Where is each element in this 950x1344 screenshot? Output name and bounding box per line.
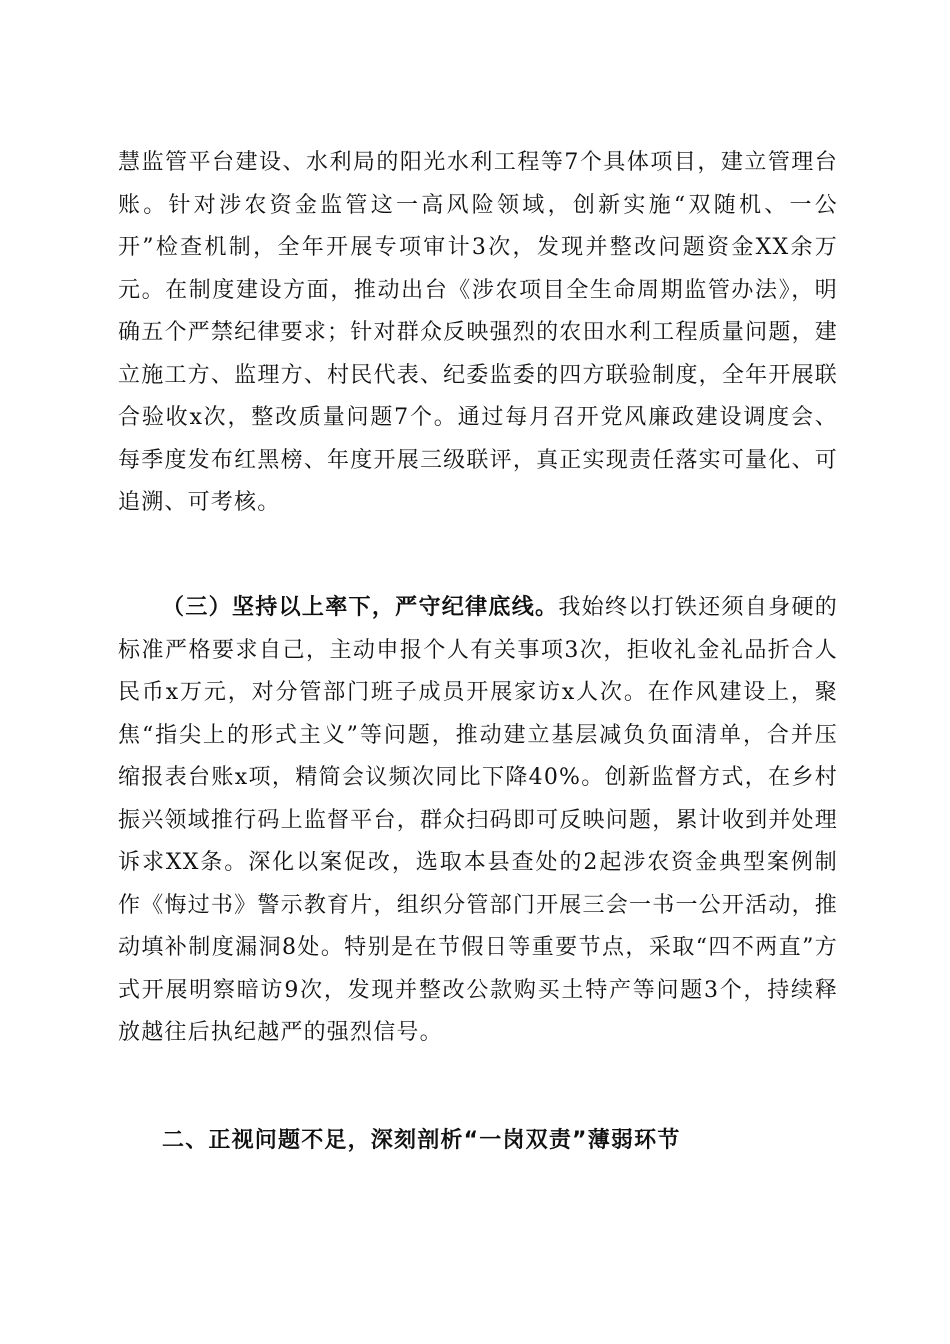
section-heading: 二、正视问题不足，深刻剖析“一岗双责”薄弱环节 [162, 1128, 681, 1153]
paragraph-body-text: 我始终以打铁还须自身硬的标准严格要求自己，主动申报个人有关事项3次，拒收礼金礼品折合人民币x万元，对分管部门班子成员开展家访x人次。在作风建设上，聚焦“指尖上的形式主义”等问题，推动建立基层减负负面清单，合并压缩报表台账x项，精简会议频次同比下降40%。创新监督方式，在乡村振兴领域推行码上监督平台，群众扫码即可反映问题，累计收到并处理诉求XX条。深化以案促改，选取本县查处的2起涉农资金典型案例制作《悔过书》警示教育片，组织分管部门开展三会一书一公开活动，推动填补制度漏洞8处。特别是在节假日等重要节点，采取“四不两直”方式开展明察暗访9次，发现并整改公款购买土特产等问题3个，持续释放越往后执纪越严的强烈信号。 [118, 595, 838, 1045]
body-paragraph-3 [118, 587, 838, 1055]
body-paragraph-continued: 慧监管平台建设、水利局的阳光水利工程等7个具体项目，建立管理台账。针对涉农资金监管这一高风险领域，创新实施“双随机、一公开”检查机制，全年开展专项审计3次，发现并整改问题资金XX余万元。在制度建设方面，推动出台《涉农项目全生命周期监管办法》，明确五个严禁纪律要求；针对群众反映强烈的农田水利工程质量问题，建立施工方、监理方、村民代表、纪委监委的四方联验制度，全年开展联合验收x次，整改质量问题7个。通过每月召开党风廉政建设调度会、每季度发布红黑榜、年度开展三级联评，真正实现责任落实可量化、可追溯、可考核。 [118, 150, 838, 515]
paragraph-lead-heading: （三）坚持以上率下，严守纪律底线。 [162, 595, 559, 620]
